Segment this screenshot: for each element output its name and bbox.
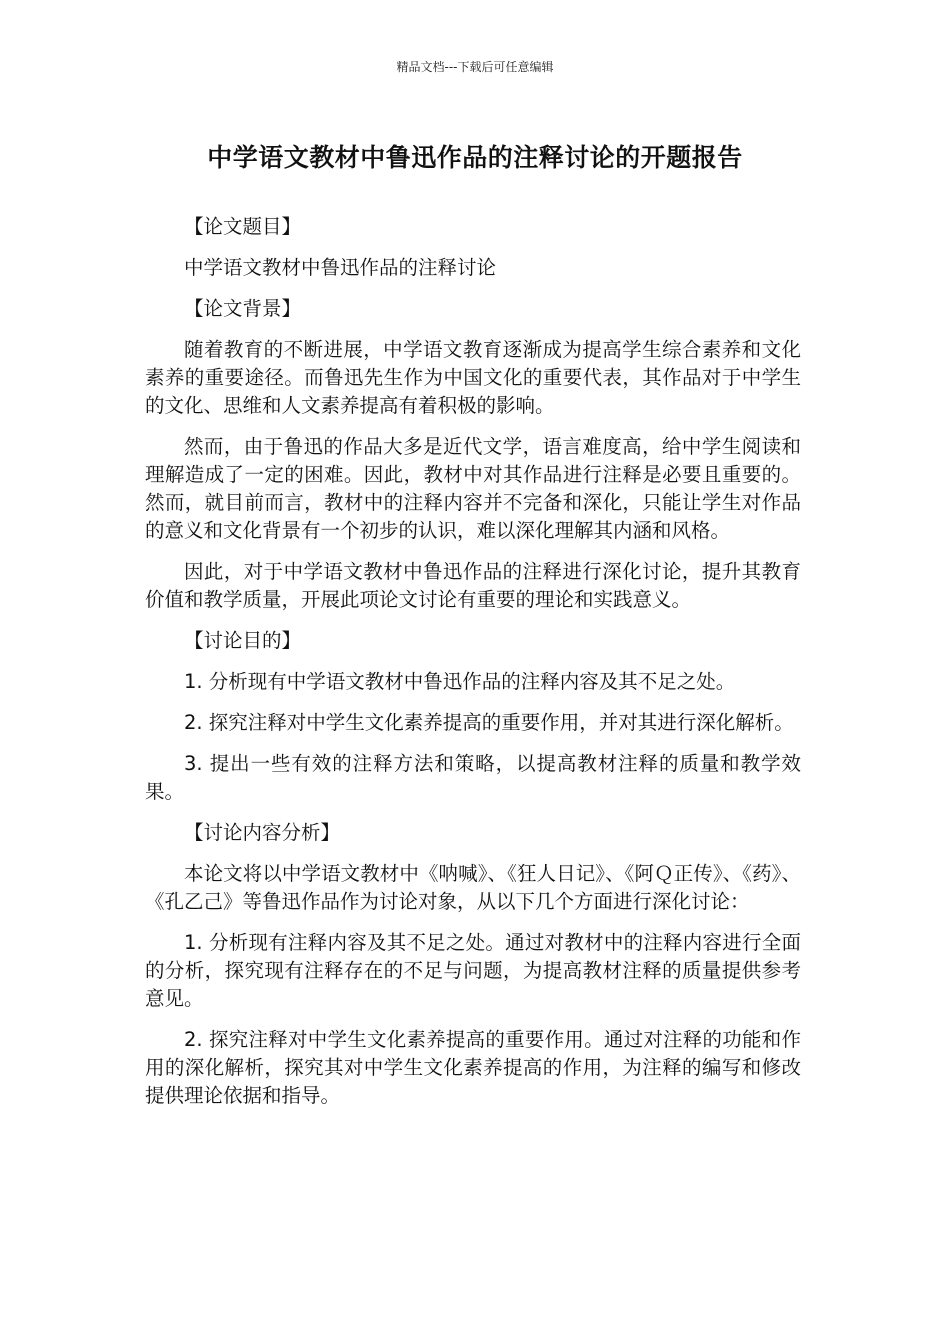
content-heading: 【讨论内容分析】	[184, 821, 341, 844]
topic-text: 中学语文教材中鲁迅作品的注释讨论	[184, 256, 497, 279]
background-paragraph-1: 随着教育的不断进展，中学语文教育逐渐成为提高学生综合素养和文化素养的重要途径。而鲁迅先生作为中国文化的重要代表，其作品对于中学生的文化、思维和人文素养提高有着积极的影响。	[145, 338, 801, 417]
document-body	[145, 213, 801, 1123]
content-item-2: 2. 探究注释对中学生文化素养提高的重要作用。通过对注释的功能和作用的深化解析，探究其对中学生文化素养提高的作用，为注释的编写和修改提供理论依据和指导。	[145, 1028, 801, 1107]
content-item-1: 1. 分析现有注释内容及其不足之处。通过对教材中的注释内容进行全面的分析，探究现有注释存在的不足与问题，为提高教材注释的质量提供参考意见。	[145, 931, 801, 1010]
header-note: 精品文档---下载后可任意编辑	[396, 60, 554, 74]
background-paragraph-2: 然而，由于鲁迅的作品大多是近代文学，语言难度高，给中学生阅读和理解造成了一定的困难。因此，教材中对其作品进行注释是必要且重要的。然而，就目前而言，教材中的注释内容并不完备和深化，只能让学生对作品的意义和文化背景有一个初步的认识，难以深化理解其内涵和风格。	[145, 435, 801, 542]
purpose-item-3: 3. 提出一些有效的注释方法和策略，以提高教材注释的质量和教学效果。	[145, 752, 801, 803]
background-heading: 【论文背景】	[184, 297, 302, 320]
purpose-item-1: 1. 分析现有中学语文教材中鲁迅作品的注释内容及其不足之处。	[184, 670, 736, 693]
purpose-item-2: 2. 探究注释对中学生文化素养提高的重要作用，并对其进行深化解析。	[184, 711, 794, 734]
background-paragraph-3: 因此，对于中学语文教材中鲁迅作品的注释进行深化讨论，提升其教育价值和教学质量，开展此项论文讨论有重要的理论和实践意义。	[145, 560, 801, 611]
document-title: 中学语文教材中鲁迅作品的注释讨论的开题报告	[207, 143, 743, 172]
content-intro: 本论文将以中学语文教材中《呐喊》、《狂人日记》、《阿Ｑ正传》、《药》、《孔乙己》等鲁迅作品作为讨论对象，从以下几个方面进行深化讨论：	[145, 862, 801, 913]
topic-heading: 【论文题目】	[184, 215, 302, 238]
purpose-heading: 【讨论目的】	[184, 629, 302, 652]
